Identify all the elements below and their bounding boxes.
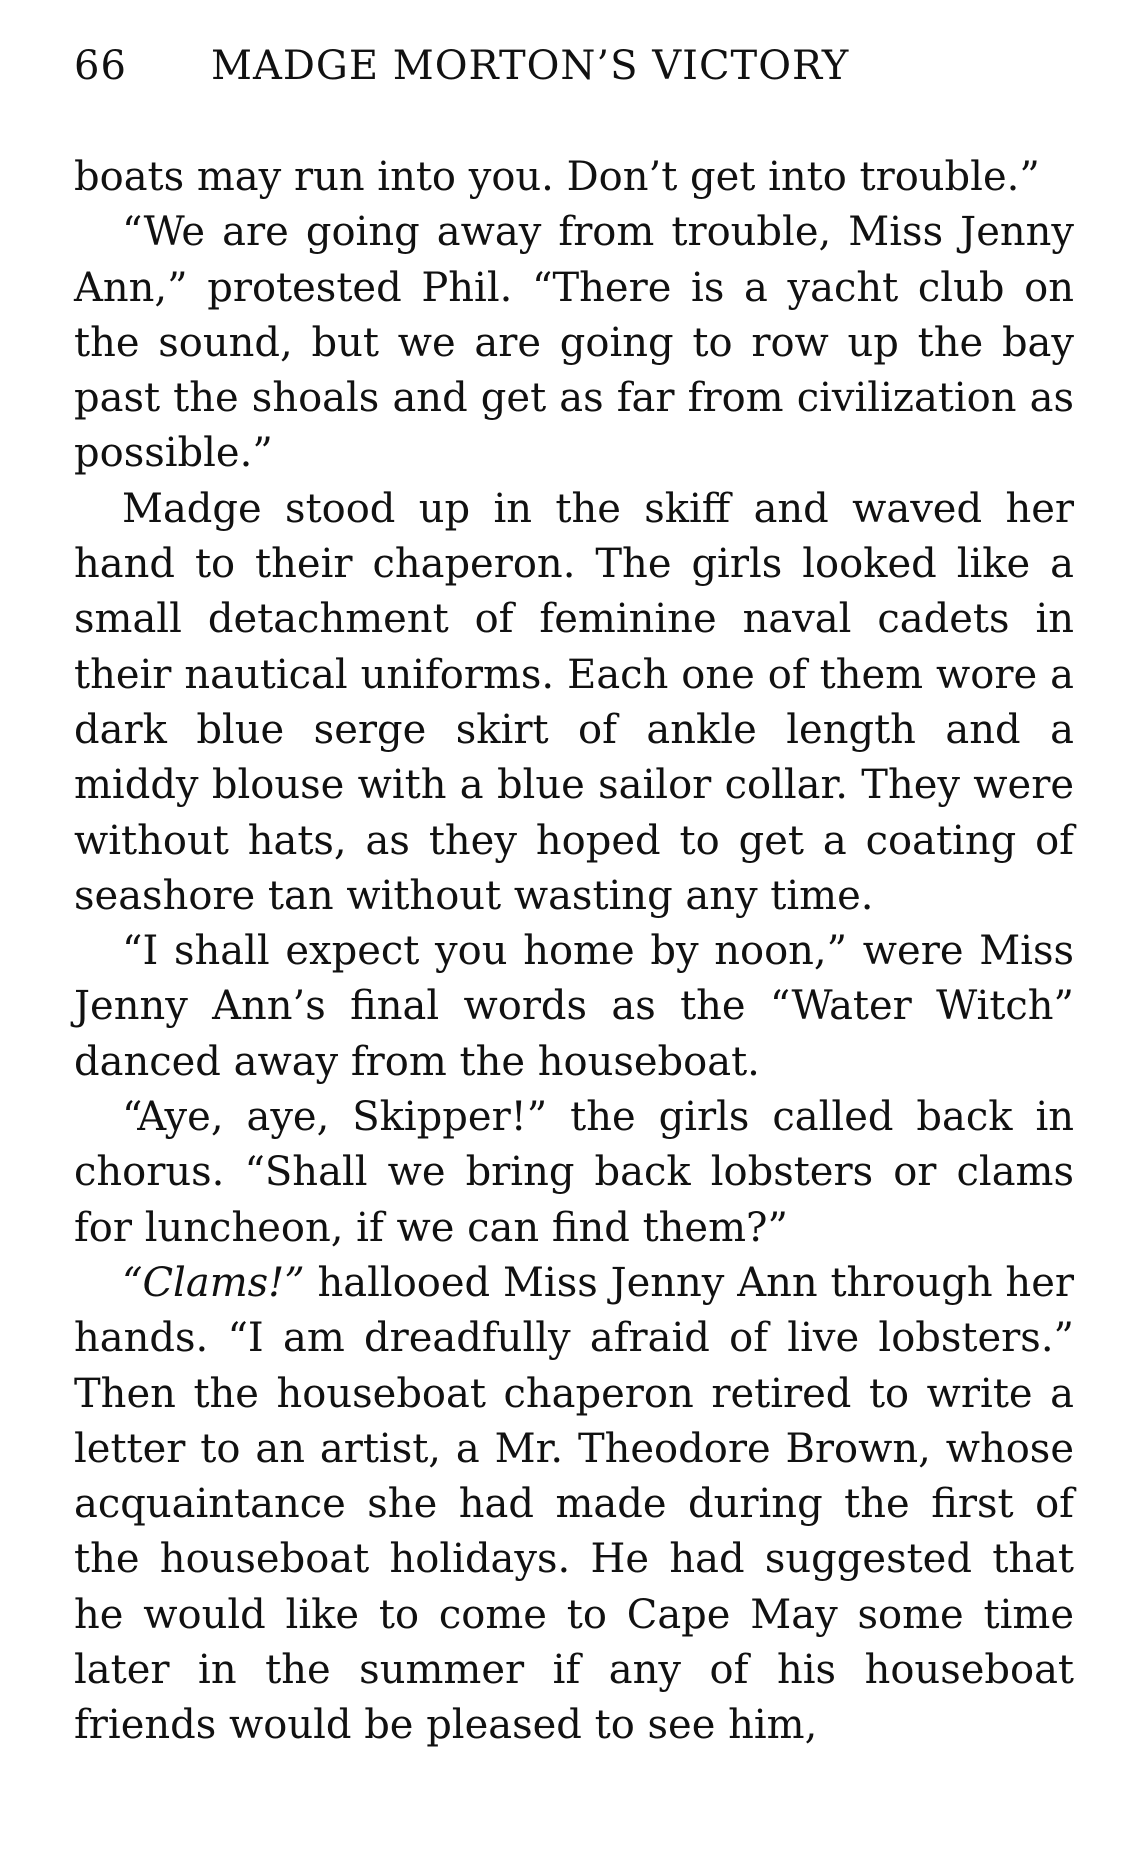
page-header (74, 38, 1074, 94)
paragraph-1: boats may run into you. Don’t get into trouble.” (74, 154, 1040, 200)
paragraph-6-text: hallooed Miss Jenny Ann through her hands. “I am dreadfully afraid of live lobsters.” Then the houseboat chaperon retired to write a letter to an artist, a Mr. Theodore Brown, whose acquaintance she had made during the first of the houseboat holidays. He had suggested that he would like to come to Cape May some time later in the summer if any of his houseboat friends would be pleased to see him, (74, 1259, 1074, 1749)
body-text (74, 150, 1074, 1754)
paragraph-6 (74, 1256, 1074, 1754)
paragraph-4: “I shall expect you home by noon,” were Miss Jenny Ann’s final words as the “Water Witch” danced away from the houseboat. (74, 928, 1074, 1085)
paragraph-2: “We are going away from trouble, Miss Jenny Ann,” protested Phil. “There is a yacht club on the sound, but we are going to row up the bay past the shoals and get as far from civilization as possible.” (74, 209, 1074, 477)
running-title: MADGE MORTON’S VICTORY (211, 43, 850, 89)
page-number: 66 (74, 43, 127, 89)
paragraph-5: “Aye, aye, Skipper!” the girls called back in chorus. “Shall we bring back lobsters or clams for luncheon, if we can find them?” (74, 1094, 1074, 1251)
italic-exclamation: “Clams!” (122, 1259, 305, 1306)
paragraph-3: Madge stood up in the skiff and waved her hand to their chaperon. The girls looked like a small detachment of feminine naval cadets in their nautical uniforms. Each one of them wore a dark blue serge skirt of ankle length and a middy blouse with a blue sailor collar. They were without hats, as they hoped to get a coating of seashore tan without wasting any time. (74, 485, 1074, 919)
